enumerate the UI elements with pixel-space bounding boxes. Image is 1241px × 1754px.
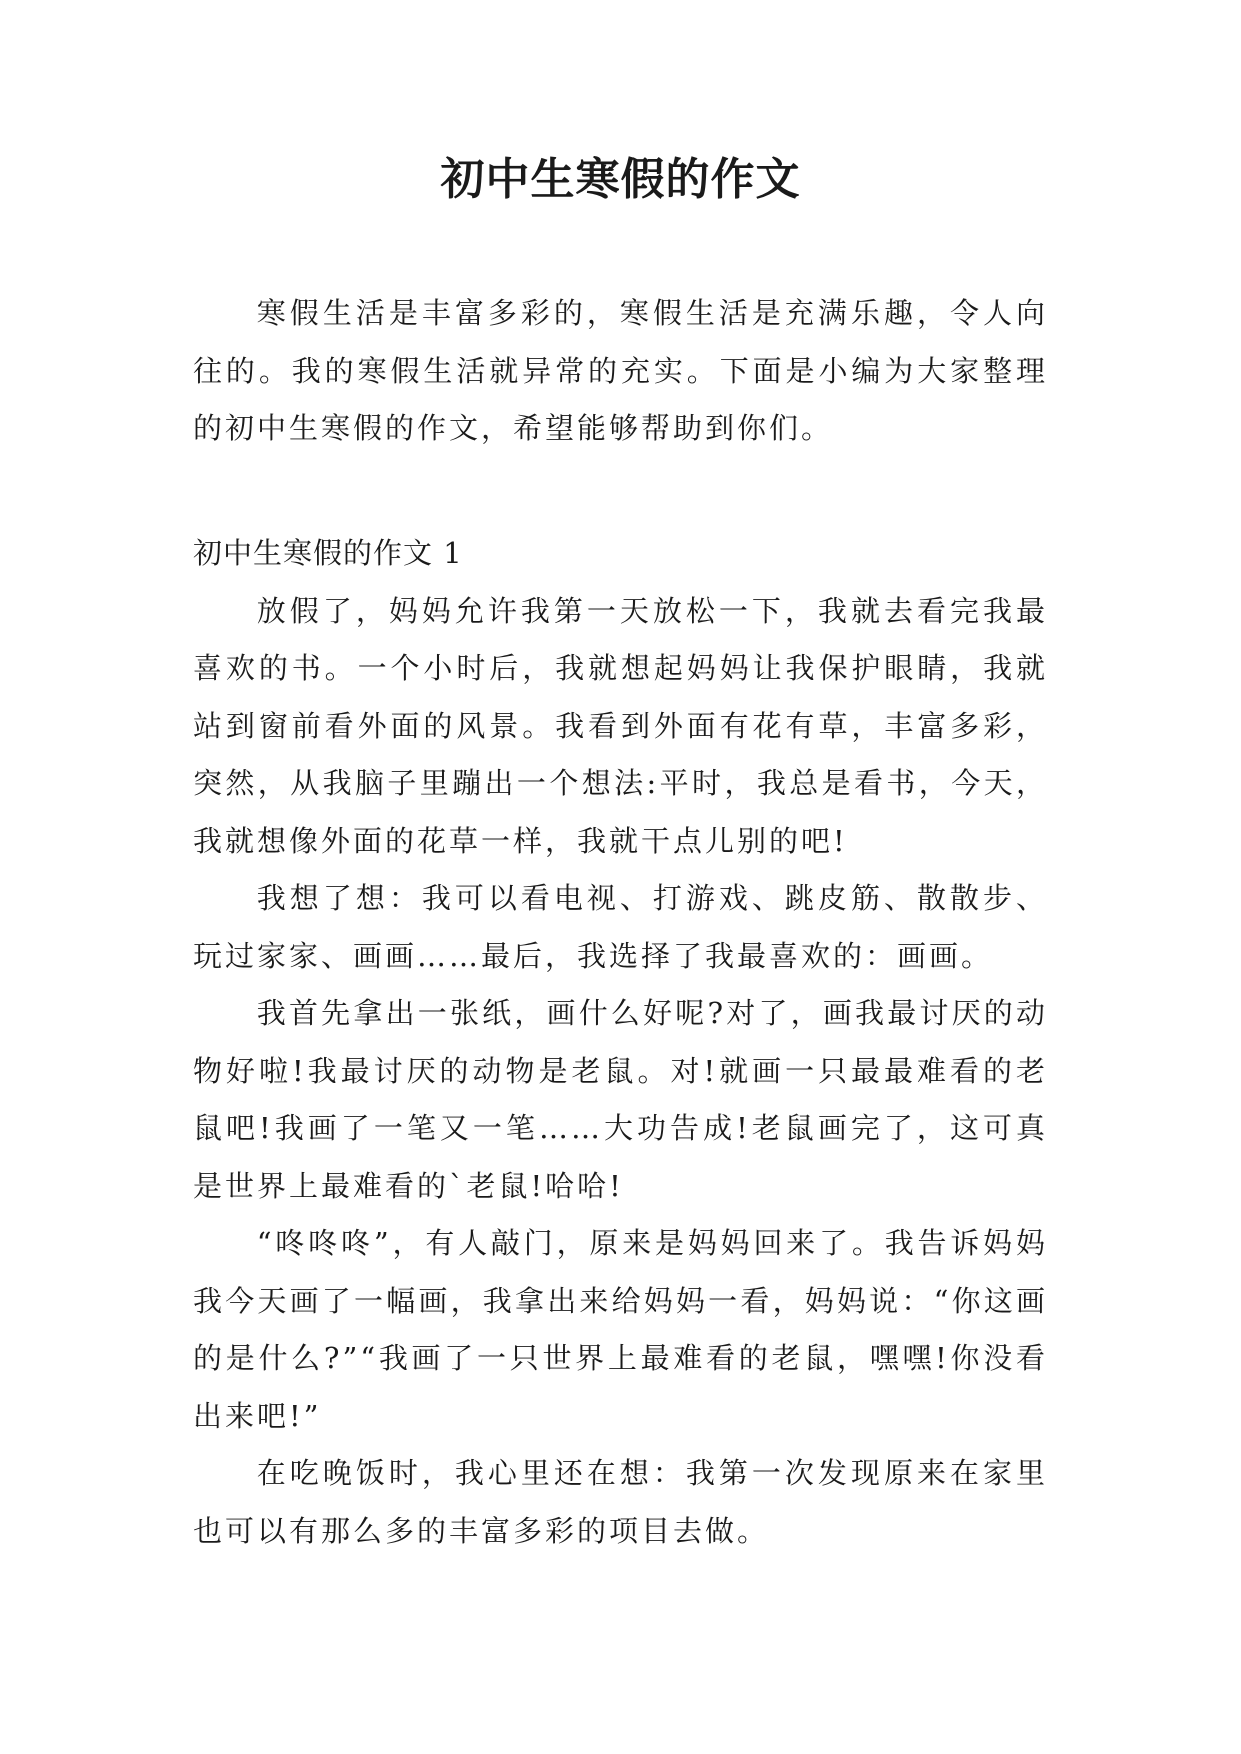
intro-section [193,285,1048,458]
essay-paragraph-4: “咚咚咚”，有人敲门，原来是妈妈回来了。我告诉妈妈我今天画了一幅画，我拿出来给妈妈一看，妈妈说：“你这画的是什么?”“我画了一只世界上最难看的老鼠，嘿嘿!你没看出来吧!” [193,1226,1048,1433]
essay-paragraph-1: 放假了，妈妈允许我第一天放松一下，我就去看完我最喜欢的书。一个小时后，我就想起妈妈让我保护眼睛，我就站到窗前看外面的风景。我看到外面有花有草，丰富多彩，突然，从我脑子里蹦出一个想法:平时，我总是看书，今天，我就想像外面的花草一样，我就干点儿别的吧! [193,593,1048,858]
intro-paragraph: 寒假生活是丰富多彩的，寒假生活是充满乐趣，令人向往的。我的寒假生活就异常的充实。下面是小编为大家整理的初中生寒假的作文，希望能够帮助到你们。 [193,296,1048,445]
page-title: 初中生寒假的作文 [440,154,801,205]
essay-section [193,525,1048,1560]
essay-paragraph-5: 在吃晚饭时，我心里还在想：我第一次发现原来在家里也可以有那么多的丰富多彩的项目去做。 [193,1456,1048,1548]
essay-paragraph-2: 我想了想：我可以看电视、打游戏、跳皮筋、散散步、玩过家家、画画……最后，我选择了我最喜欢的：画画。 [193,881,1048,973]
essay-paragraph-3: 我首先拿出一张纸，画什么好呢?对了，画我最讨厌的动物好啦!我最讨厌的动物是老鼠。对!就画一只最最难看的老鼠吧!我画了一笔又一笔……大功告成!老鼠画完了，这可真是世界上最难看的`老鼠!哈哈! [193,996,1048,1203]
section-heading: 初中生寒假的作文 1 [193,536,463,570]
